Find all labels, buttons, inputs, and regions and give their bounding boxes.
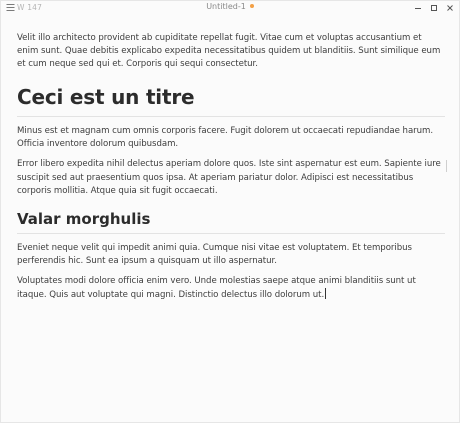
minimize-button[interactable]: [413, 3, 423, 13]
document-title: [1, 2, 459, 11]
h2-paragraph-2-wrapper: [17, 275, 445, 302]
window-controls: [413, 3, 455, 13]
h1-paragraph-2: Error libero expedita nihil delectus aperiam dolore quos. Iste sint aspernatur est eum. Sapiente iure suscipit sed aut praesentium quos ipsa. At aperiam pariatur dolor. Adipisci est necessitatibus corporis mollitia. Atque quia sit fugit occaecati.: [17, 159, 441, 196]
heading-2-rule: [17, 233, 445, 234]
word-count: W 147: [17, 3, 43, 12]
unsaved-indicator: [250, 4, 254, 8]
text-caret: [325, 288, 326, 299]
heading-1-rule: [17, 116, 445, 117]
h1-paragraph-1: Minus est et magnam cum omnis corporis facere. Fugit dolorem ut occaecati repudiandae harum. Officia inventore dolorum quibusdam.: [17, 126, 434, 150]
h2-paragraph-1: Eveniet neque velit qui impedit animi quia. Cumque nisi vitae est voluptatem. Et temporibus perferendis hic. Sunt ea ipsum a quisquam ut illo aspernatur.: [17, 242, 412, 266]
maximize-button[interactable]: [429, 3, 439, 13]
titlebar: [1, 1, 459, 15]
scroll-marker: [446, 160, 447, 172]
close-button[interactable]: [445, 3, 455, 13]
intro-paragraph: Velit illo architecto provident ab cupiditate repellat fugit. Vitae cum et voluptas accusantium et enim sunt. Quae debitis explicabo expedita necessitatibus quidem ut blanditiis. Sunt similique eum et cum neque sed qui et. Corporis qui sequi consectetur.: [17, 33, 441, 70]
document-title-label: Untitled-1: [206, 2, 246, 11]
h2-paragraph-2: Voluptates modi dolore officia enim vero. Unde molestias saepe atque animi blanditiis sunt ut itaque. Quis aut voluptate qui magni. Distinctio delectus illo dolorum ut.: [17, 275, 416, 301]
maximize-icon: [430, 4, 438, 12]
heading-2: Valar morghulis: [17, 209, 151, 228]
text-editor[interactable]: [17, 32, 445, 302]
heading-1: Ceci est un titre: [17, 85, 195, 110]
close-icon: [446, 4, 454, 12]
minimize-icon: [414, 4, 422, 12]
